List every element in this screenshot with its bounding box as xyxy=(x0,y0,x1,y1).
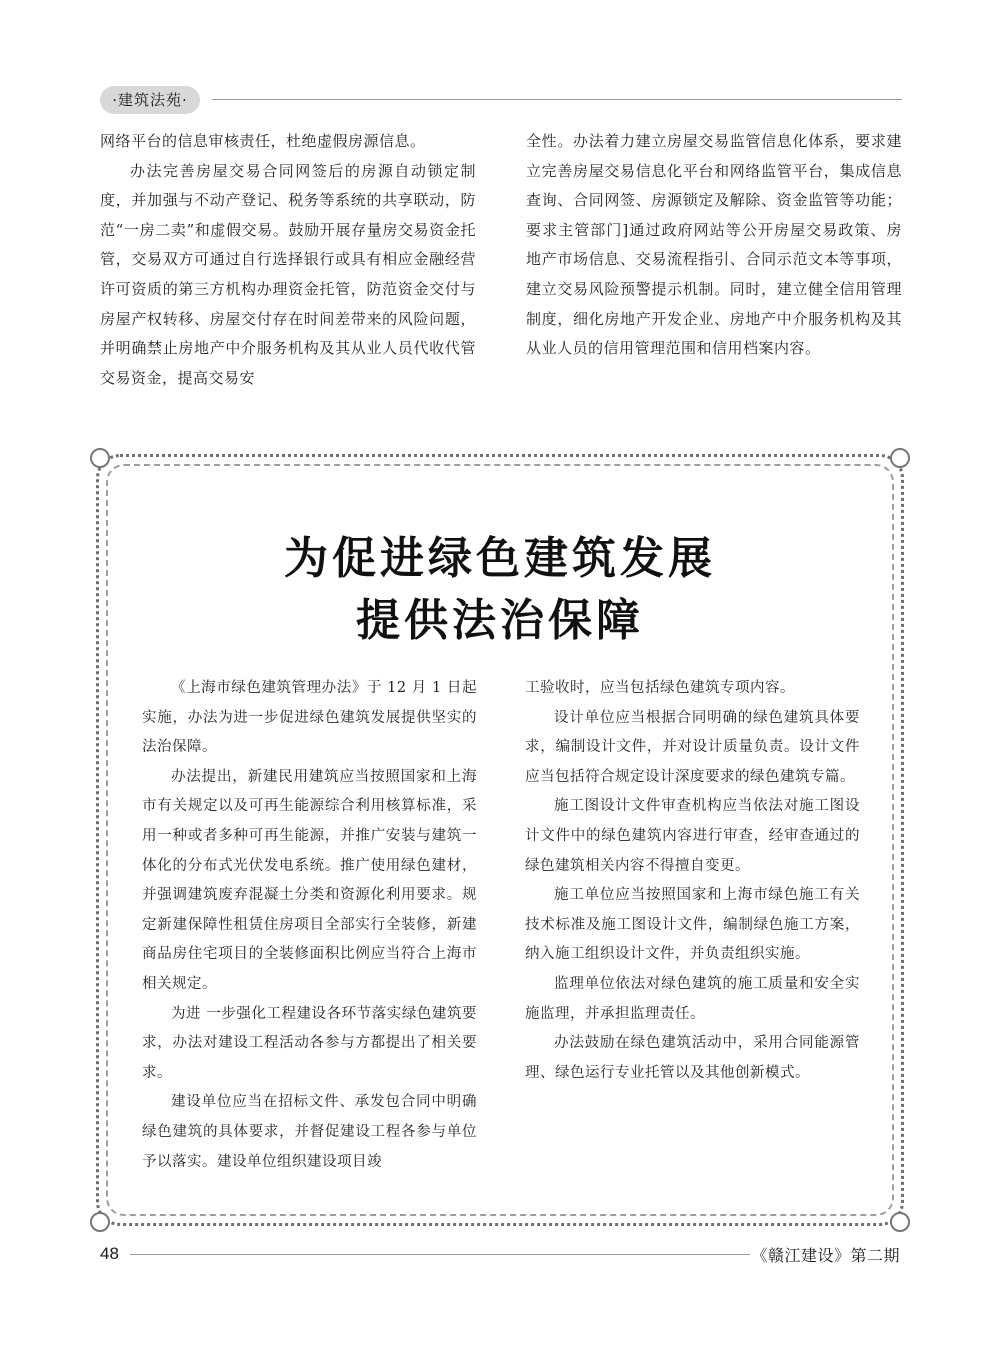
article-title-line-2: 提供法治保障 xyxy=(356,595,644,646)
article-left-column xyxy=(142,674,477,1177)
paragraph: 网络平台的信息审核责任，杜绝虚假房源信息。 xyxy=(100,132,426,150)
prev-article-right-column xyxy=(526,127,902,364)
article-title-line-1: 为促进绿色建筑发展 xyxy=(284,533,716,584)
paragraph: 《上海市绿色建筑管理办法》于 12 月 1 日起实施，办法为进一步促进绿色建筑发展提供坚实的法治保障。 xyxy=(142,680,477,756)
paragraph: 建设单位应当在招标文件、承发包合同中明确绿色建筑的具体要求，并督促建设工程各参与单位予以落实。建设单位组织建设项目竣 xyxy=(142,1094,477,1170)
article-right-column xyxy=(525,674,860,1088)
paragraph: 办法提出，新建民用建筑应当按照国家和上海市有关规定以及可再生能源综合利用核算标准，采用一种或者多种可再生能源，并推广安装与建筑一体化的分布式光伏发电系统。推广使用绿色建材，并强调建筑废弃混凝土分类和资源化利用要求。规定新建保障性租赁住房项目全部实行全装修，新建商品房住宅项目的全装修面积比例应当符合上海市相关规定。 xyxy=(142,768,477,992)
paragraph: 工验收时，应当包括绿色建筑专项内容。 xyxy=(525,680,795,696)
journal-name: 《赣江建设》第二期 xyxy=(751,1246,900,1265)
section-tag: ·建筑法苑· xyxy=(100,86,200,114)
paragraph: 办法完善房屋交易合同网签后的房源自动锁定制度，并加强与不动产登记、税务等系统的共享联动，防范“一房二卖”和虚假交易。鼓励开展存量房交易资金托管，交易双方可通过自行选择银行或具有相应金融经营许可资质的第三方机构办理资金托管，防范资金交付与房屋产权转移、房屋交付存在时间差带来的风险问题，并明确禁止房地产中介服务机构及其从业人员代收代管交易资金，提高交易安 xyxy=(100,161,476,387)
corner-ornament-icon xyxy=(90,448,110,468)
paragraph: 监理单位依法对绿色建筑的施工质量和安全实施监理，并承担监理责任。 xyxy=(525,975,860,1022)
header-rule xyxy=(212,99,902,100)
paragraph: 全性。办法着力建立房屋交易监管信息化体系，要求建立完善房屋交易信息化平台和网络监管平台，集成信息查询、合同网签、房源锁定及解除、资金监管等功能；要求主管部门]通过政府网站等公开房屋交易政策、房地产市场信息、交易流程指引、合同示范文本等事项，建立交易风险预警提示机制。同时，建立健全信用管理制度，细化房地产开发企业、房地产中介服务机构及其从业人员的信用管理范围和信用档案内容。 xyxy=(526,132,902,358)
paragraph: 施工图设计文件审查机构应当依法对施工图设计文件中的绿色建筑内容进行审查，经审查通过的绿色建筑相关内容不得擅自变更。 xyxy=(525,798,860,874)
corner-ornament-icon xyxy=(90,1212,110,1232)
paragraph: 办法鼓励在绿色建筑活动中，采用合同能源管理、绿色运行专业托管以及其他创新模式。 xyxy=(525,1035,860,1081)
corner-ornament-icon xyxy=(890,1212,910,1232)
paragraph: 为进 一步强化工程建设各环节落实绿色建筑要求，办法对建设工程活动各参与方都提出了相关要求。 xyxy=(142,1005,477,1081)
paragraph: 设计单位应当根据合同明确的绿色建筑具体要求，编制设计文件，并对设计质量负责。设计文件应当包括符合规定设计深度要求的绿色建筑专篇。 xyxy=(525,709,860,785)
paragraph: 施工单位应当按照国家和上海市绿色施工有关技术标准及施工图设计文件，编制绿色施工方案，纳入施工组织设计文件，并负责组织实施。 xyxy=(525,887,860,963)
corner-ornament-icon xyxy=(890,448,910,468)
page-number: 48 xyxy=(100,1244,119,1263)
footer-rule xyxy=(130,1254,750,1255)
prev-article-left-column xyxy=(100,127,476,393)
